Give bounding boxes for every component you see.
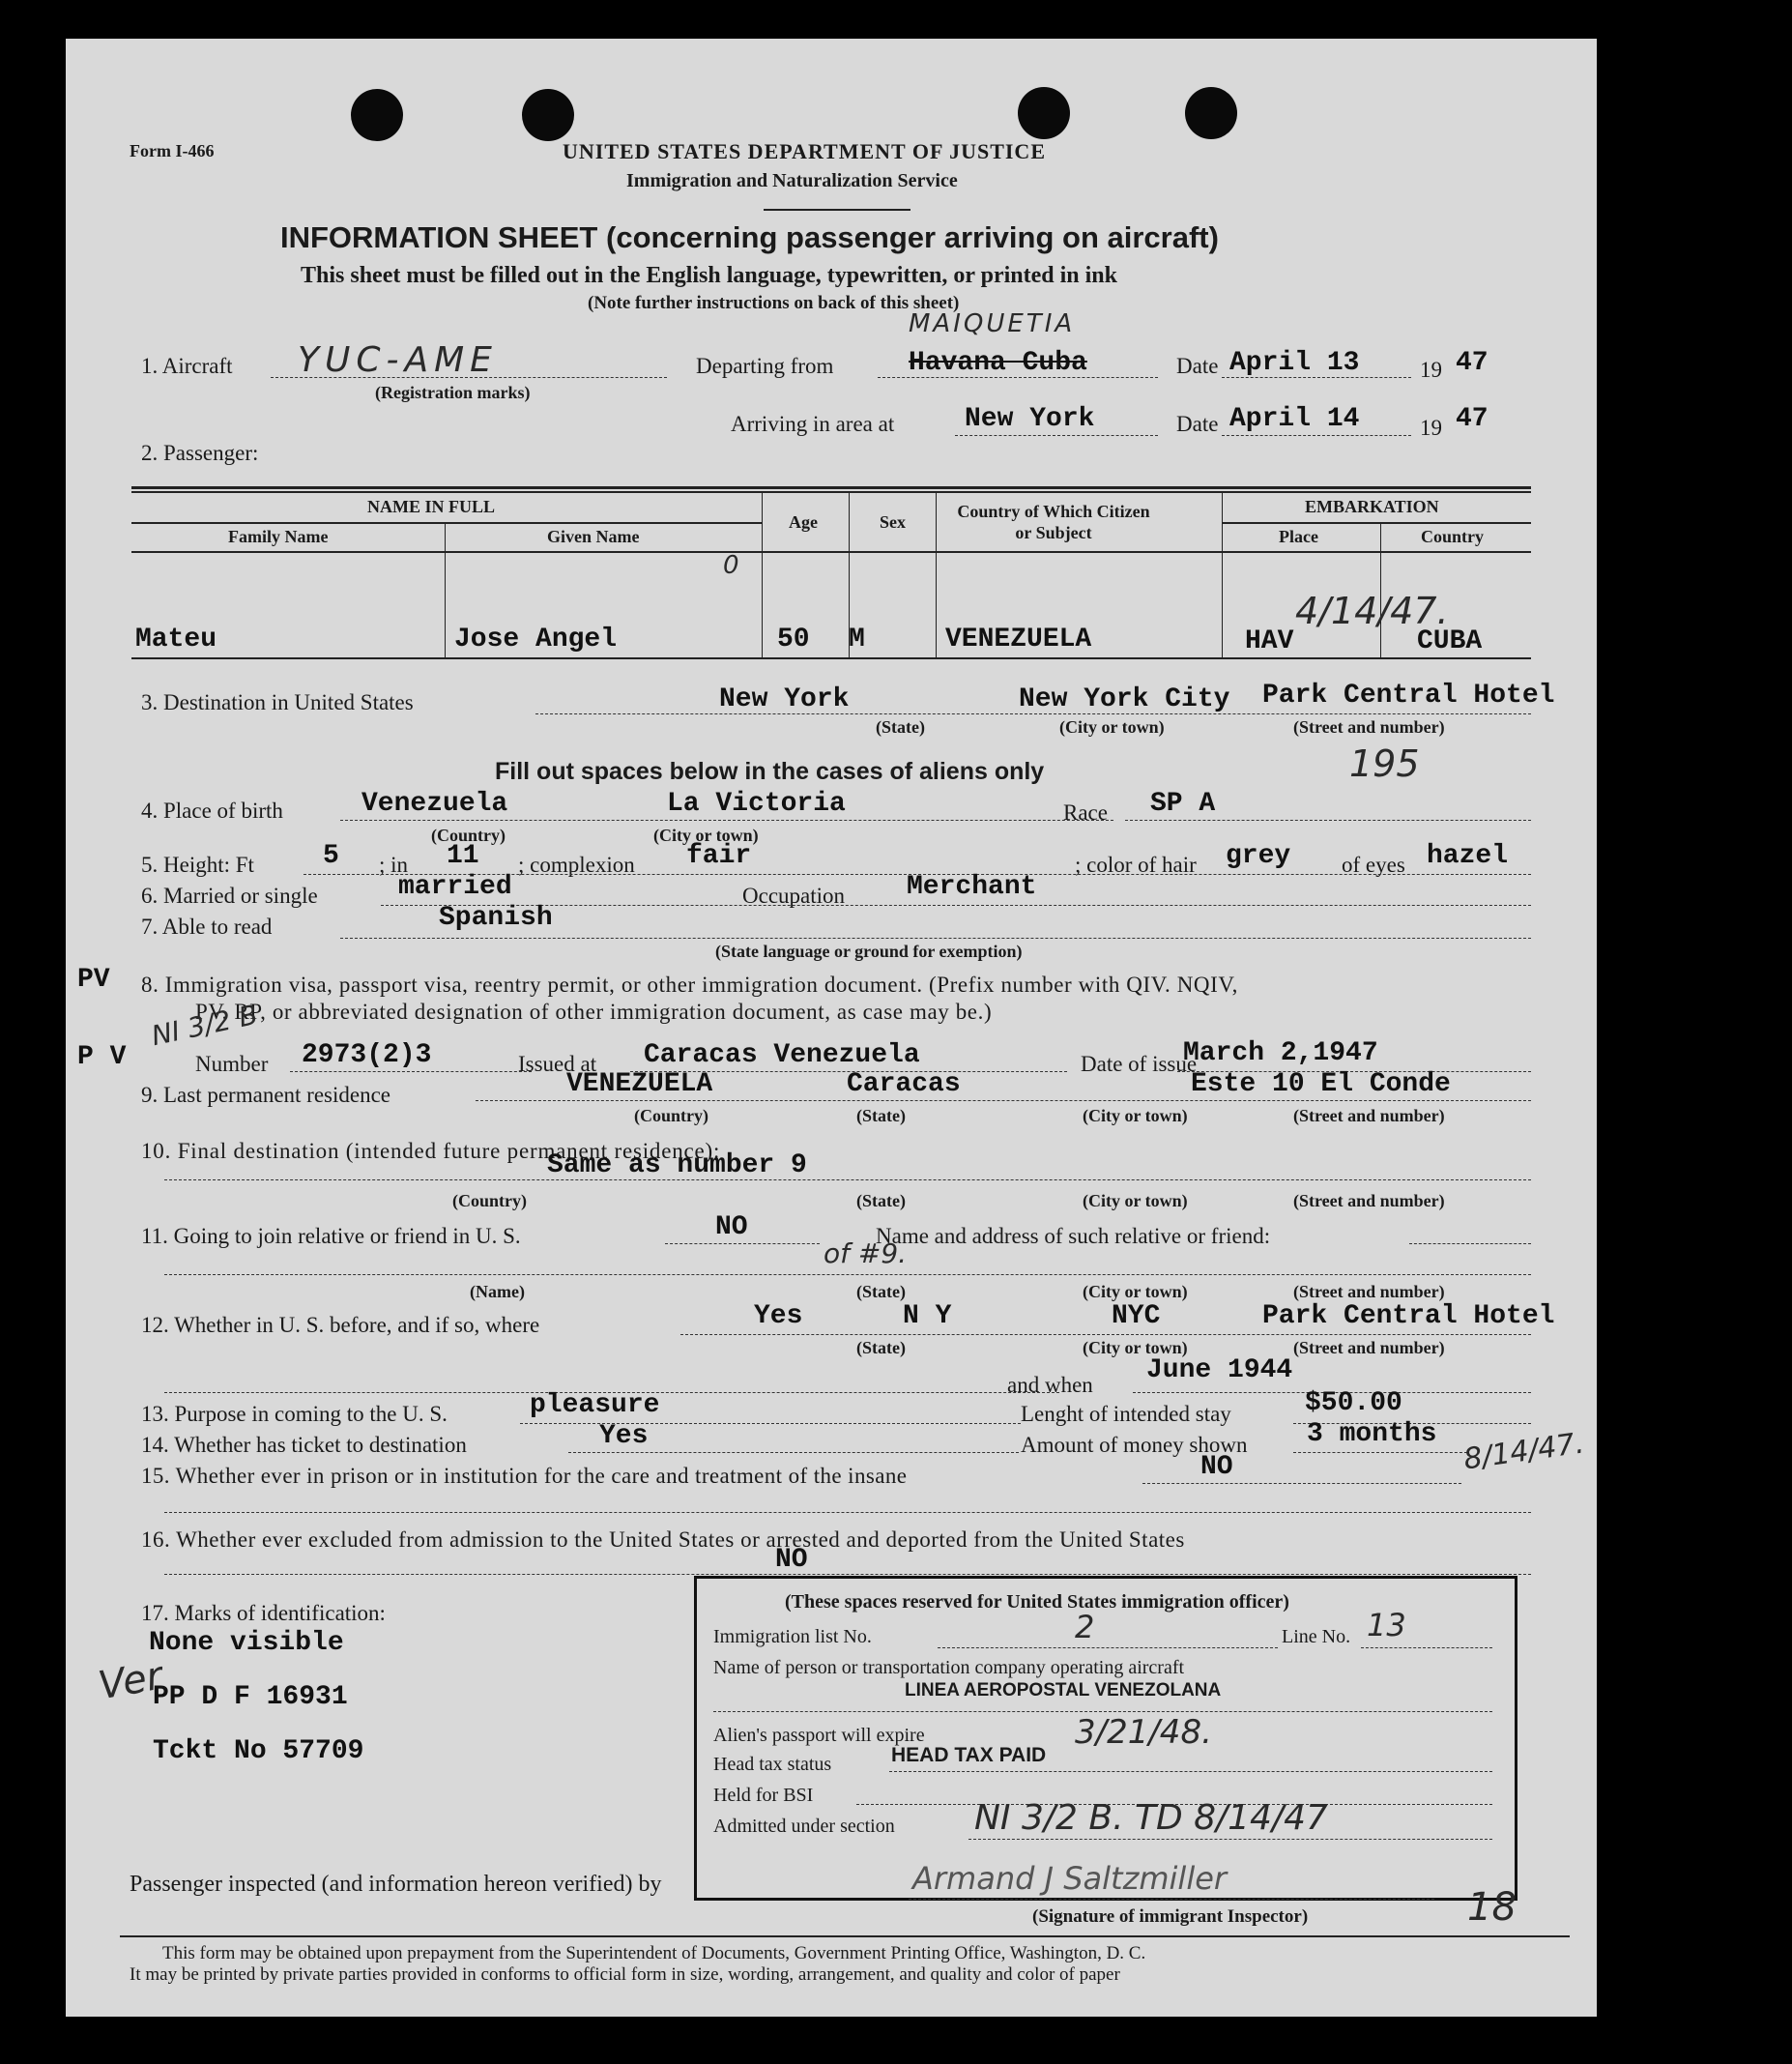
prison-line-2	[164, 1512, 1531, 1513]
form-number: Form I-466	[130, 141, 215, 160]
visa-number: 2973(2)3	[302, 1040, 432, 1070]
name-header-rule	[131, 522, 762, 524]
height-inches: 11	[447, 841, 479, 871]
prison-line	[1142, 1483, 1461, 1484]
visa-number-label: Number	[195, 1052, 269, 1076]
section-line	[968, 1839, 1492, 1840]
caption-name: (Name)	[470, 1282, 525, 1301]
embarkation-country: CUBA	[1417, 626, 1483, 656]
departing-label: Departing from	[696, 354, 834, 378]
has-ticket: Yes	[599, 1421, 649, 1451]
form-title-sub: (concerning passenger arriving on aircraft)	[606, 220, 1219, 254]
destination-label: 3. Destination in United States	[141, 690, 414, 714]
destination-city: New York City	[1019, 684, 1230, 714]
caption-country: (Country)	[452, 1191, 527, 1210]
service-name: Immigration and Naturalization Service	[626, 170, 958, 191]
arrive-date: April 14	[1229, 404, 1360, 434]
headtax-line	[889, 1771, 1492, 1772]
inspector-signature: Armand J Saltzmiller	[912, 1860, 1228, 1897]
form-title-main: INFORMATION SHEET	[280, 220, 598, 254]
caption-state: (State)	[856, 1338, 906, 1357]
residence-line	[476, 1100, 1531, 1101]
hair-label: ; color of hair	[1075, 853, 1197, 877]
passport-number: PP D F 16931	[153, 1682, 348, 1712]
destination-state: New York	[719, 684, 850, 714]
depart-date-label: Date	[1176, 354, 1219, 378]
residence-country: VENEZUELA	[566, 1069, 713, 1099]
read-line	[340, 938, 1531, 939]
table-divider	[762, 491, 763, 657]
caption-street: (Street and number)	[1293, 1106, 1445, 1125]
purpose-line	[520, 1423, 1021, 1424]
marks-hand-note: Ver	[95, 1653, 166, 1709]
money-line	[1293, 1452, 1467, 1453]
issued-at-label: Issued at	[518, 1052, 597, 1076]
final-destination: Same as number 9	[547, 1150, 807, 1180]
marital-label: 6. Married or single	[141, 884, 318, 908]
caption-state: (State)	[856, 1282, 906, 1301]
form-title	[280, 220, 1219, 255]
birth-line	[340, 820, 1113, 821]
final-destination-line	[164, 1179, 1531, 1180]
final-destination-label: 10. Final destination (intended future permanent residence):	[141, 1139, 721, 1163]
complexion: fair	[686, 841, 752, 871]
arriving-label: Arriving in area at	[731, 412, 895, 436]
footer-line-2: It may be printed by private parties provided in conforms to official form in size, wording, arrangement, and quality and color of paper	[130, 1964, 1120, 1985]
caption-state: (State)	[856, 1106, 906, 1125]
emb-place-header: Place	[1279, 527, 1318, 546]
company-name: LINEA AEROPOSTAL VENEZOLANA	[905, 1680, 1222, 1701]
arrive-year: 47	[1456, 404, 1489, 434]
form-note: (Note further instructions on back of this sheet)	[588, 293, 960, 313]
relative-hand-note: of #9.	[824, 1237, 908, 1269]
age-header: Age	[789, 512, 818, 532]
depart-year-prefix: 19	[1420, 358, 1442, 382]
read-caption: (State language or ground for exemption)	[715, 942, 1023, 961]
inches-label: ; in	[379, 853, 409, 877]
age: 50	[777, 625, 810, 654]
previous-visit-state: N Y	[903, 1301, 952, 1331]
read-label: 7. Able to read	[141, 915, 273, 939]
margin-pv-2: P V	[77, 1042, 127, 1072]
birth-city: La Victoria	[667, 789, 846, 819]
aircraft-line	[271, 377, 667, 378]
caption-street: (Street and number)	[1293, 1338, 1445, 1357]
emb-country-header: Country	[1421, 527, 1485, 546]
ticket-line	[568, 1452, 1019, 1453]
money-hand-date: 8/14/47.	[1461, 1426, 1587, 1477]
list-label: Immigration list No.	[713, 1626, 872, 1647]
departing-correction: MAIQUETIA	[909, 309, 1076, 338]
residence-street: Este 10 El Conde	[1191, 1069, 1451, 1099]
header-rule	[764, 209, 910, 211]
caption-city: (City or town)	[1059, 717, 1165, 737]
handwritten-195: 195	[1349, 742, 1420, 785]
prison-label: 15. Whether ever in prison or in institution for the care and treatment of the insane	[141, 1464, 908, 1488]
table-divider	[445, 522, 446, 657]
table-divider	[1222, 491, 1223, 657]
join-relative-line	[665, 1243, 820, 1244]
embarkation-rule	[1222, 522, 1531, 524]
table-bottom-rule	[131, 657, 1531, 659]
relative-address-line	[164, 1274, 1531, 1275]
headtax-label: Head tax status	[713, 1754, 832, 1775]
join-relative-label: 11. Going to join relative or friend in U. S.	[141, 1224, 521, 1248]
given-name: Jose Angel	[454, 625, 618, 654]
embarkation-handwritten-date: 4/14/47.	[1295, 590, 1449, 632]
previous-visit-line	[680, 1334, 1531, 1335]
eye-color: hazel	[1427, 841, 1509, 871]
margin-zero-mark: 0	[723, 551, 739, 580]
signature-line	[909, 1899, 1434, 1900]
line-label: Line No.	[1282, 1626, 1351, 1647]
caption-street: (Street and number)	[1293, 1282, 1445, 1301]
purpose-label: 13. Purpose in coming to the U. S.	[141, 1402, 448, 1426]
departing-value: Havana Cuba	[909, 348, 1087, 378]
issued-at: Caracas Venezuela	[644, 1040, 920, 1070]
caption-city: (City or town)	[1083, 1106, 1188, 1125]
destination-street: Park Central Hotel	[1262, 681, 1555, 711]
table-header-bottom	[131, 551, 1531, 553]
caption-state: (State)	[856, 1191, 906, 1210]
passenger-label: 2. Passenger:	[141, 441, 259, 465]
company-line	[713, 1711, 1492, 1712]
line-no-line	[1361, 1647, 1492, 1648]
footer-line-1: This form may be obtained upon prepayment from the Superintendent of Documents, Government Printing Office, Washington, D. C.	[162, 1943, 1146, 1963]
list-line	[938, 1647, 1278, 1648]
departing-line	[878, 377, 1158, 378]
height-feet: 5	[323, 841, 339, 871]
list-number: 2	[1075, 1609, 1095, 1645]
table-divider	[936, 491, 937, 657]
race-label: Race	[1063, 800, 1108, 825]
previous-visit-label: 12. Whether in U. S. before, and if so, where	[141, 1313, 540, 1337]
visa-text-1: 8. Immigration visa, passport visa, reentry permit, or other immigration document. (Prefix number with QIV. NQIV,	[141, 973, 1238, 997]
form-sheet	[66, 39, 1597, 2017]
race: SP A	[1150, 789, 1216, 819]
height-label: 5. Height: Ft	[141, 853, 254, 877]
aircraft-label: 1. Aircraft	[141, 354, 233, 378]
punch-hole	[351, 89, 403, 141]
admitted-section: NI 3/2 B. TD 8/14/47	[974, 1798, 1328, 1838]
table-top-rule	[131, 486, 1531, 489]
ticket-label: 14. Whether has ticket to destination	[141, 1433, 467, 1457]
margin-pv: PV	[77, 965, 110, 995]
previous-visit: Yes	[754, 1301, 803, 1331]
caption-country: (Country)	[634, 1106, 708, 1125]
section-label: Admitted under section	[713, 1816, 895, 1837]
visa-number-line	[290, 1071, 532, 1072]
prison: NO	[1200, 1452, 1233, 1482]
arriving-line	[955, 435, 1158, 436]
birth-country: Venezuela	[361, 789, 508, 819]
passport-expire: 3/21/48.	[1075, 1713, 1212, 1752]
issue-date: March 2,1947	[1183, 1038, 1378, 1068]
punch-hole	[522, 89, 574, 141]
given-name-header: Given Name	[547, 527, 640, 546]
table-top-rule-2	[131, 491, 1531, 493]
family-name-header: Family Name	[228, 527, 329, 546]
citizenship: VENEZUELA	[945, 625, 1092, 654]
caption-state: (State)	[876, 717, 925, 737]
previous-visit-city: NYC	[1112, 1301, 1161, 1331]
punch-hole	[1018, 87, 1070, 139]
officer-box-header: (These spaces reserved for United States immigration officer)	[785, 1591, 1289, 1613]
excluded: NO	[775, 1545, 808, 1575]
marital-line	[381, 905, 1531, 906]
depart-date: April 13	[1229, 348, 1360, 378]
page-mark: 18	[1467, 1885, 1517, 1930]
citizenship-header: Country of Which Citizen or Subject	[957, 502, 1150, 542]
occupation-label: Occupation	[742, 884, 846, 908]
eyes-label: of eyes	[1342, 853, 1405, 877]
signature-caption: (Signature of immigrant Inspector)	[1032, 1906, 1309, 1927]
read-language: Spanish	[439, 903, 553, 933]
footer-rule	[120, 1935, 1570, 1937]
aliens-only-header: Fill out spaces below in the cases of aliens only	[495, 758, 1045, 785]
passport-expire-label: Alien's passport will expire	[713, 1725, 925, 1746]
depart-year: 47	[1456, 348, 1489, 378]
marks-value: None visible	[149, 1628, 344, 1658]
relative-line	[1409, 1243, 1531, 1244]
registration-caption: (Registration marks)	[375, 383, 531, 402]
excluded-label: 16. Whether ever excluded from admission to the United States or arrested and deported from the United States	[141, 1527, 1185, 1552]
residence-state: Caracas	[847, 1069, 961, 1099]
family-name: Mateu	[135, 625, 217, 654]
race-line	[1125, 820, 1531, 821]
issue-date-label: Date of issue	[1081, 1052, 1198, 1076]
company-label: Name of person or transportation company operating aircraft	[713, 1657, 1185, 1678]
sex: M	[849, 625, 865, 654]
caption-city: (City or town)	[1083, 1282, 1188, 1301]
visa-hand-note: NI 3/2 B	[148, 998, 261, 1053]
visit-when: June 1944	[1146, 1355, 1293, 1385]
caption-street: (Street and number)	[1293, 717, 1445, 737]
arrive-year-prefix: 19	[1420, 416, 1442, 440]
line-number: 13	[1367, 1607, 1406, 1643]
marks-label: 17. Marks of identification:	[141, 1601, 386, 1625]
previous-visit-street: Park Central Hotel	[1262, 1301, 1555, 1331]
arrive-date-line	[1222, 435, 1411, 436]
agency-name: UNITED STATES DEPARTMENT OF JUSTICE	[563, 139, 1046, 163]
purpose: pleasure	[530, 1390, 660, 1420]
join-relative: NO	[715, 1212, 748, 1242]
aircraft-registration: YUC-AME	[298, 340, 498, 380]
punch-hole	[1185, 87, 1237, 139]
caption-city: (City or town)	[1083, 1338, 1188, 1357]
caption-city: (City or town)	[653, 826, 759, 845]
visa-text-2: PV, RP, or abbreviated designation of other immigration document, as case may be.)	[195, 1000, 993, 1024]
headtax-status: HEAD TAX PAID	[891, 1744, 1047, 1766]
embarkation-place: HAV	[1245, 626, 1294, 656]
hair-color: grey	[1226, 841, 1291, 871]
caption-country: (Country)	[431, 826, 506, 845]
caption-street: (Street and number)	[1293, 1191, 1445, 1210]
money-shown: 3 months	[1307, 1419, 1437, 1449]
name-in-full-header: NAME IN FULL	[367, 497, 496, 516]
embarkation-header: EMBARKATION	[1305, 497, 1439, 516]
occupation: Merchant	[907, 872, 1037, 902]
arriving-value: New York	[965, 404, 1095, 434]
intended-stay: $50.00	[1305, 1388, 1402, 1418]
ticket-number: Tckt No 57709	[153, 1736, 364, 1766]
complexion-label: ; complexion	[518, 853, 635, 877]
birth-label: 4. Place of birth	[141, 799, 283, 823]
destination-line	[535, 713, 1531, 714]
inspection-label: Passenger inspected (and information hereon verified) by	[130, 1872, 662, 1897]
arrive-date-label: Date	[1176, 412, 1219, 436]
bsi-label: Held for BSI	[713, 1785, 814, 1806]
form-instruction: This sheet must be filled out in the English language, typewritten, or printed in ink	[301, 263, 1117, 288]
relative-name-label: Name and address of such relative or friend:	[876, 1224, 1271, 1248]
stay-label: Lenght of intended stay	[1021, 1402, 1231, 1426]
when-label: and when	[1007, 1373, 1093, 1397]
excluded-line	[164, 1574, 1531, 1575]
residence-label: 9. Last permanent residence	[141, 1083, 390, 1107]
money-label: Amount of money shown	[1021, 1433, 1248, 1457]
depart-date-line	[1222, 377, 1411, 378]
marital-status: married	[398, 872, 512, 902]
sex-header: Sex	[880, 512, 906, 532]
caption-city: (City or town)	[1083, 1191, 1188, 1210]
